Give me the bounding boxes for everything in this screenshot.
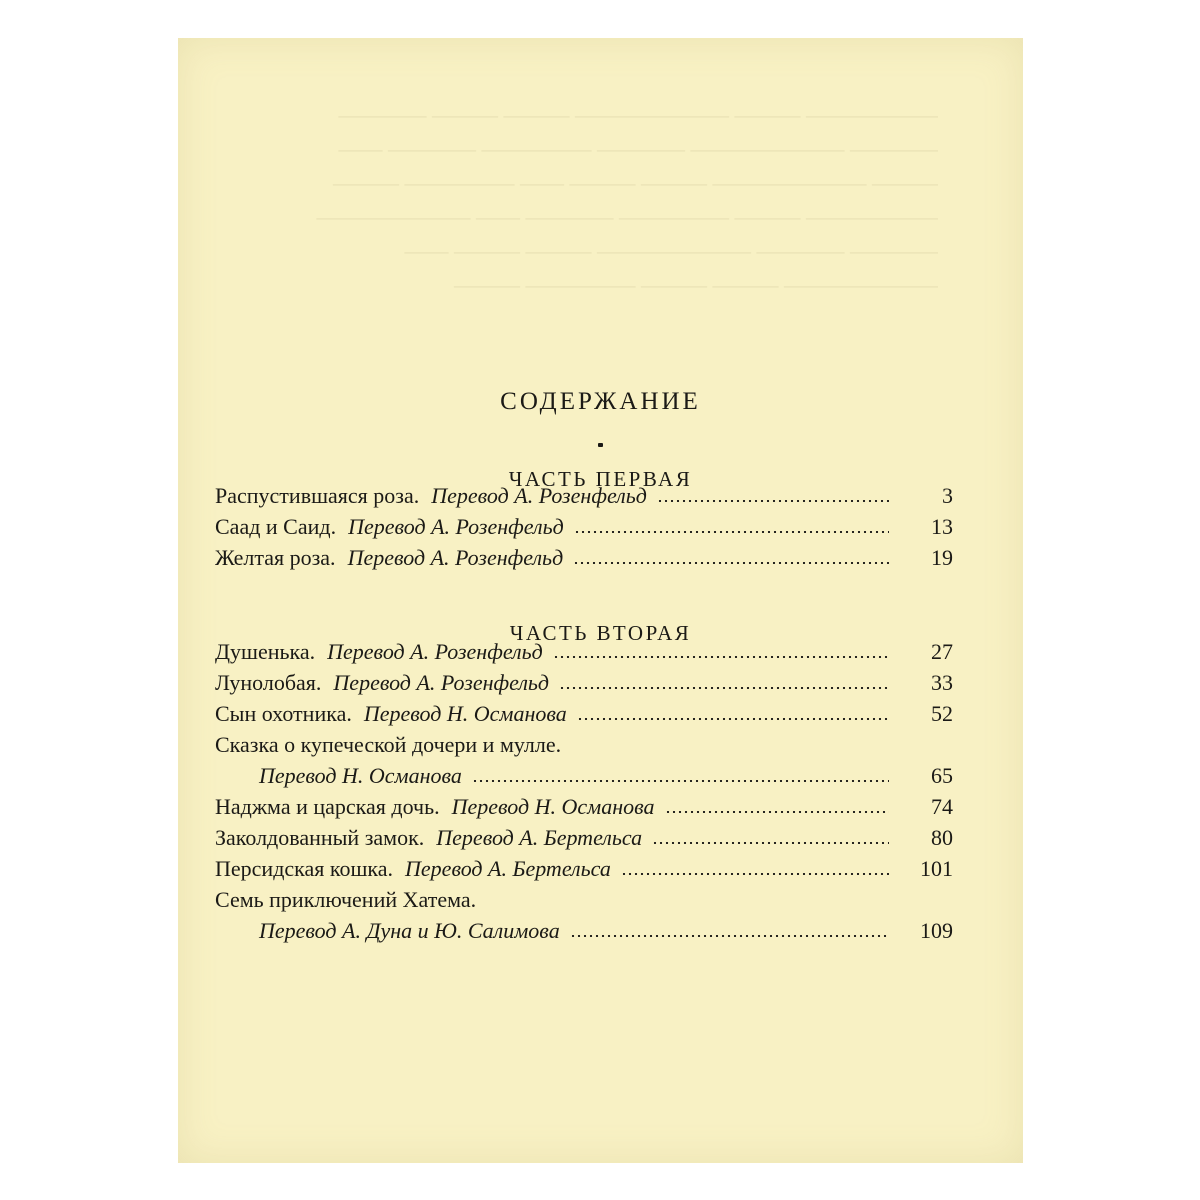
entry-title: Распустившаяся роза. [215, 483, 420, 508]
entry-title: Сказка о купеческой дочери и мулле. [215, 732, 562, 757]
part-two-list [215, 634, 953, 944]
dot-leader [621, 873, 889, 875]
toc-entry[interactable] [215, 478, 953, 509]
show-through-text: —————— ——— ——————— ——— ——— ———— ———— ——————— ———— ————— ———— —— ——— ——————— ——— ——— —— ————— ——— —————— ——— ————— ———— —— ——————— ———— ———— ——————— ——— ——— —— ——————— ——— ——— ————— ——— [316, 102, 938, 297]
toc-entry[interactable] [215, 789, 953, 820]
part-two-heading: ЧАСТЬ ВТОРАЯ [509, 621, 692, 645]
entry-page-number: 27 [931, 639, 953, 664]
dot-leader [559, 687, 889, 689]
entry-page-number: 74 [931, 794, 953, 819]
entry-title: Саад и Саид. [215, 514, 337, 539]
entry-page-number: 13 [931, 514, 953, 539]
entry-title: Семь приключений Хатема. [215, 887, 477, 912]
entry-translator: Перевод Н. Османова [259, 763, 462, 788]
entry-translator: Перевод А. Розенфельд [347, 545, 564, 570]
toc-entry[interactable] [215, 665, 953, 696]
dot-leader [577, 718, 889, 720]
page-title: СОДЕРЖАНИЕ [500, 388, 701, 415]
entry-page-number: 65 [931, 763, 953, 788]
entry-title: Желтая роза. [215, 545, 336, 570]
entry-translator: Перевод А. Бертельса [436, 825, 643, 850]
toc-entry-title-line[interactable] [215, 727, 953, 758]
toc-entry[interactable] [215, 509, 953, 540]
toc-entry-continuation[interactable] [215, 913, 953, 944]
dot-leader [553, 656, 889, 658]
entry-translator: Перевод Н. Османова [363, 701, 567, 726]
toc-entry[interactable] [215, 851, 953, 882]
entry-title: Персидская кошка. [215, 856, 394, 881]
toc-entry[interactable] [215, 820, 953, 851]
entry-title: Наджма и царская дочь. [215, 794, 440, 819]
entry-title: Сын охотника. [215, 701, 352, 726]
entry-page-number: 33 [931, 670, 953, 695]
entry-page-number: 80 [931, 825, 953, 850]
entry-translator: Перевод А. Розенфельд [333, 670, 550, 695]
part-one-heading: ЧАСТЬ ПЕРВАЯ [508, 467, 693, 491]
dot-leader [574, 531, 889, 533]
entry-translator: Перевод А. Бертельса [405, 856, 611, 881]
entry-translator: Перевод Н. Османова [451, 794, 655, 819]
entry-translator: Перевод А. Розенфельд [348, 514, 564, 539]
toc-entry[interactable] [215, 540, 953, 571]
entry-translator: Перевод А. Розенфельд [431, 483, 647, 508]
entry-page-number: 3 [942, 483, 953, 508]
dot-leader [570, 935, 889, 937]
entry-title: Заколдованный замок. [215, 825, 425, 850]
entry-translator: Перевод А. Розенфельд [327, 639, 543, 664]
dot-leader [573, 562, 889, 564]
entry-title: Лунолобая. [215, 670, 322, 695]
entry-page-number: 109 [920, 918, 953, 943]
dot-leader [652, 842, 889, 844]
toc-entry[interactable] [215, 696, 953, 727]
entry-page-number: 19 [931, 545, 953, 570]
title-dot-ornament [598, 443, 603, 447]
entry-page-number: 101 [920, 856, 953, 881]
dot-leader [665, 811, 889, 813]
part-one-list [215, 478, 953, 571]
toc-entry-title-line[interactable] [215, 882, 953, 913]
entry-translator: Перевод А. Дуна и Ю. Салимова [259, 918, 560, 943]
toc-entry-continuation[interactable] [215, 758, 953, 789]
book-page [178, 38, 1023, 1163]
dot-leader [472, 780, 889, 782]
toc-entry[interactable] [215, 634, 953, 665]
entry-page-number: 52 [931, 701, 953, 726]
dot-leader [657, 500, 889, 502]
entry-title: Душенька. [215, 639, 316, 664]
